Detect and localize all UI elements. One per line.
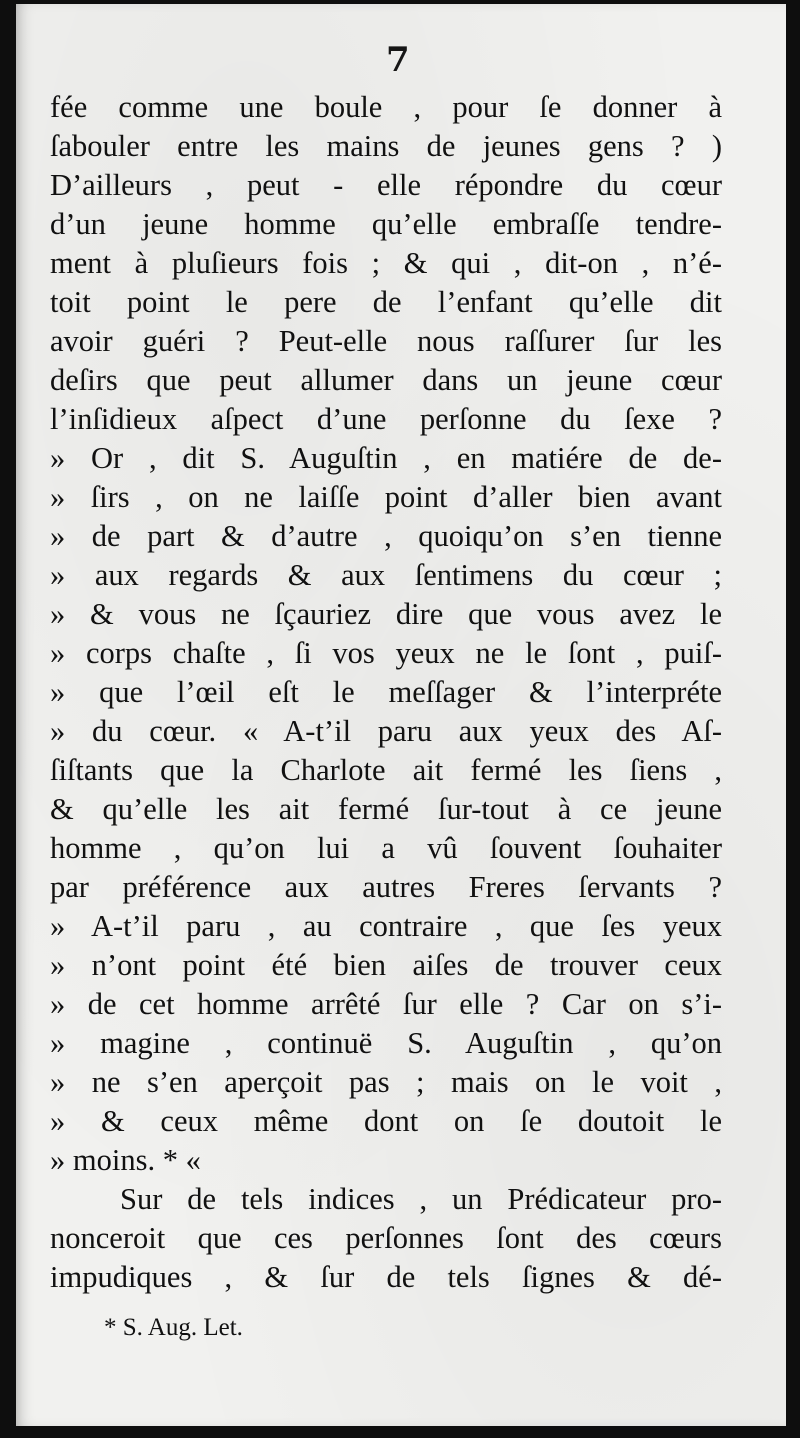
body-text <box>50 88 722 1297</box>
text-line: » du cœur. « A-t’il paru aux yeux des Aſ- <box>50 714 722 748</box>
text-line: » que l’œil eſt le meſſager & l’interpréte <box>50 675 722 709</box>
text-line: » magine , continuë S. Auguſtin , qu’on <box>50 1026 722 1060</box>
text-line: » & vous ne ſçauriez dire que vous avez le <box>50 597 722 631</box>
text-line: d’un jeune homme qu’elle embraſſe tendre- <box>50 207 722 241</box>
text-line: » Or , dit S. Auguſtin , en matiére de de- <box>50 441 722 475</box>
text-line: » n’ont point été bien aiſes de trouver ceux <box>50 948 722 982</box>
text-line: ſiſtants que la Charlote ait fermé les ſiens , <box>50 753 722 787</box>
book-page <box>16 4 786 1426</box>
text-line: D’ailleurs , peut - elle répondre du cœur <box>50 168 722 202</box>
text-line: ſabouler entre les mains de jeunes gens ? ) <box>50 129 722 163</box>
text-line: avoir guéri ? Peut-elle nous raſſurer ſur les <box>50 324 722 358</box>
text-line: » & ceux même dont on ſe doutoit le <box>50 1104 722 1138</box>
text-line: ment à pluſieurs fois ; & qui , dit-on , n’é- <box>50 246 722 280</box>
text-line: Sur de tels indices , un Prédicateur pro- <box>120 1182 722 1216</box>
text-line: » de part & d’autre , quoiqu’on s’en tienne <box>50 519 722 553</box>
text-line: toit point le pere de l’enfant qu’elle dit <box>50 285 722 319</box>
text-line: l’inſidieux aſpect d’une perſonne du ſexe ? <box>50 402 722 436</box>
text-line: deſirs que peut allumer dans un jeune cœur <box>50 363 722 397</box>
page-number: 7 <box>386 40 410 80</box>
text-line: & qu’elle les ait fermé ſur-tout à ce jeune <box>50 792 722 826</box>
text-line: » de cet homme arrêté ſur elle ? Car on s’i- <box>50 987 722 1021</box>
text-line: » aux regards & aux ſentimens du cœur ; <box>50 558 722 592</box>
text-line: homme , qu’on lui a vû ſouvent ſouhaiter <box>50 831 722 865</box>
text-line: » A-t’il paru , au contraire , que ſes yeux <box>50 909 722 943</box>
text-line: » ſirs , on ne laiſſe point d’aller bien avant <box>50 480 722 514</box>
text-line: nonceroit que ces perſonnes ſont des cœurs <box>50 1221 722 1255</box>
footnote: * S. Aug. Let. <box>104 1314 243 1341</box>
text-line: » ne s’en aperçoit pas ; mais on le voit , <box>50 1065 722 1099</box>
text-line: » corps chaſte , ſi vos yeux ne le ſont , puiſ- <box>50 636 722 670</box>
text-line: » moins. * « <box>50 1143 201 1177</box>
text-line: par préférence aux autres Freres ſervants ? <box>50 870 722 904</box>
text-line: impudiques , & ſur de tels ſignes & dé- <box>50 1260 722 1294</box>
text-line: fée comme une boule , pour ſe donner à <box>50 90 722 124</box>
